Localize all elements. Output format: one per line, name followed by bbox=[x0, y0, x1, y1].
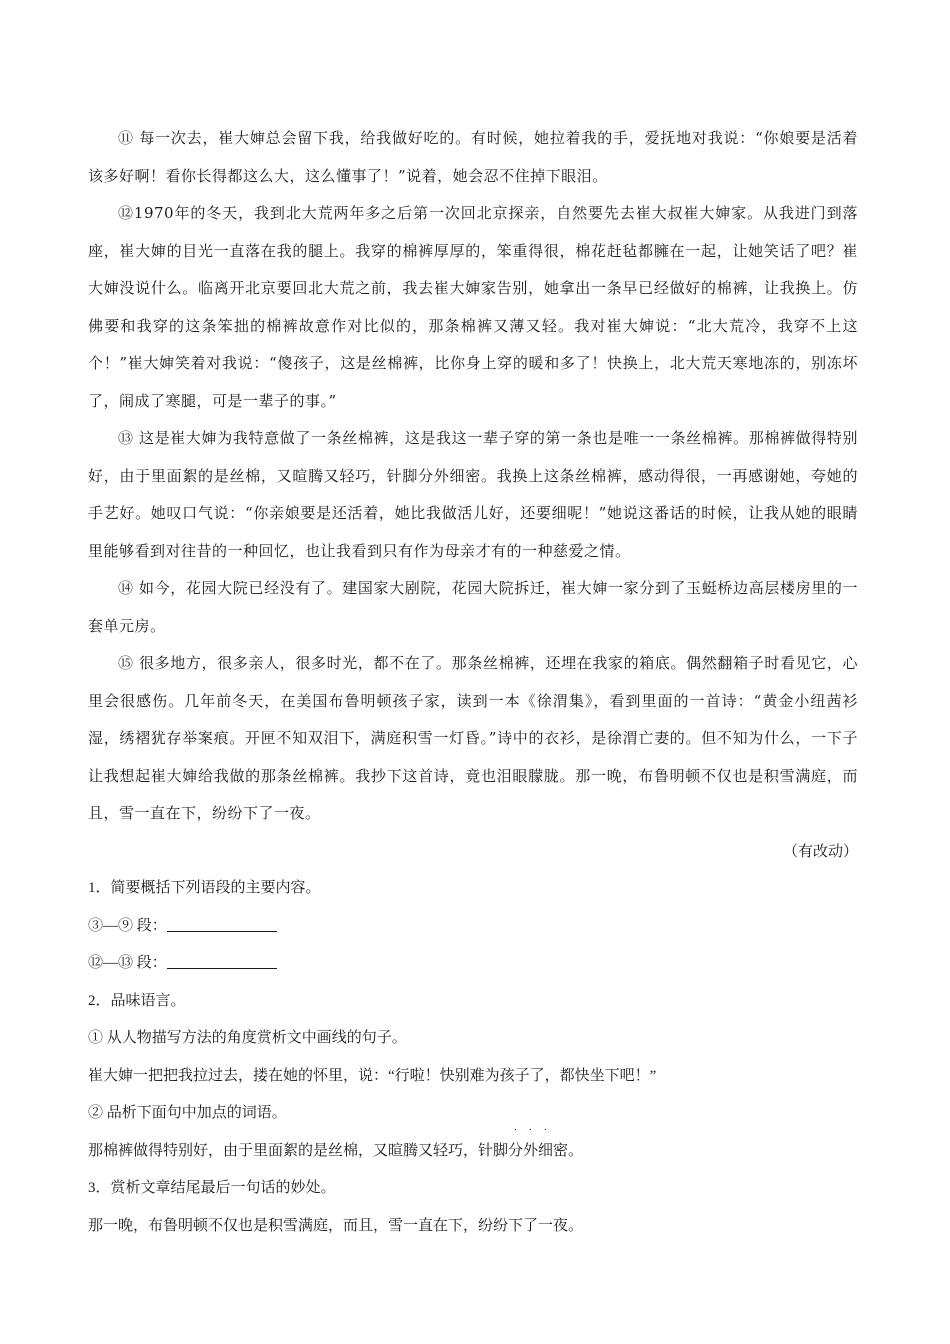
emphasized-text: 分外细 bbox=[508, 1142, 554, 1159]
quote-after: 密。 bbox=[553, 1142, 584, 1159]
question-2-title: 2．品味语言。 bbox=[88, 992, 186, 1009]
question-1-part-b-label: ⑫—⑬ 段： bbox=[88, 955, 167, 971]
question-1-title: 1．简要概括下列语段的主要内容。 bbox=[88, 880, 321, 896]
question-2-sub-1: ① 从人物描写方法的角度赏析文中画线的句子。 bbox=[88, 1030, 407, 1046]
question-3-title: 3．赏析文章结尾最后一句话的妙处。 bbox=[88, 1180, 336, 1196]
question-1-part-a bbox=[88, 908, 858, 946]
question-3-quote: 那一晚，布鲁明顿不仅也是积雪满庭，而且，雪一直在下，纷纷下了一夜。 bbox=[88, 1217, 584, 1234]
question-2-sub-2: ② 品析下面句中加点的词语。 bbox=[88, 1105, 287, 1121]
paragraph-13: ⑬ 这是崔大婶为我特意做了一条丝棉裤，这是我这一辈子穿的第一条也是唯一一条丝棉裤。那棉裤做得特别好，由于里面絮的是丝棉，又暄腾又轻巧，针脚分外细密。我换上这条丝棉裤，感动得很，一再感谢她，夸她的手艺好。她叹口气说：“你亲娘要是还活着，她比我做活儿好，还要细呢！”她说这番话的时候，让我从她的眼睛里能够看到对往昔的一种回忆，也让我看到只有作为母亲才有的一种慈爱之情。 bbox=[88, 429, 858, 560]
emphasized-words bbox=[508, 1123, 554, 1171]
answer-blank-a[interactable] bbox=[167, 916, 277, 932]
question-2-sub-2-quote bbox=[88, 1123, 858, 1171]
emphasis-dots: · · · bbox=[513, 1123, 548, 1136]
answer-blank-b[interactable] bbox=[167, 953, 277, 969]
adaptation-note: （有改动） bbox=[782, 841, 858, 860]
paragraph-12: ⑫1970年的冬天，我到北大荒两年多之后第一次回北京探亲，自然要先去崔大叔崔大婶家。从我进门到落座，崔大婶的目光一直落在我的腿上。我穿的棉裤厚厚的，笨重得很，棉花赶毡都臃在一起，让她笑话了吧？崔大婶没说什么。临离开北京要回北大荒之前，我去崔大婶家告别，她拿出一条早已经做好的棉裤，让我换上。仿佛要和我穿的这条笨拙的棉裤故意作对比似的，那条棉裤又薄又轻。我对崔大婶说：“北大荒冷，我穿不上这个！”崔大婶笑着对我说：“傻孩子，这是丝棉裤，比你身上穿的暖和多了！快换上，北大荒天寒地冻的，别冻坏了，闹成了寒腿，可是一辈子的事。” bbox=[88, 204, 858, 410]
paragraph-15: ⑮ 很多地方，很多亲人，很多时光，都不在了。那条丝棉裤，还埋在我家的箱底。偶然翻箱子时看见它，心里会很感伤。几年前冬天，在美国布鲁明顿孩子家，读到一本《徐渭集》，看到里面的一首诗：“黄金小纽茜衫湿，绣褶犹存举案痕。开匣不知双泪下，满庭积雪一灯昏。”诗中的衣衫，是徐渭亡妻的。但不知为什么，一下子让我想起崔大婶给我做的那条丝棉裤。我抄下这首诗，竟也泪眼朦胧。那一晚，布鲁明顿不仅也是积雪满庭，而且，雪一直在下，纷纷下了一夜。 bbox=[88, 654, 858, 822]
paragraph-11: ⑪ 每一次去，崔大婶总会留下我，给我做好吃的。有时候，她拉着我的手，爱抚地对我说：“你娘要是活着该多好啊！看你长得都这么大，这么懂事了！”说着，她会忍不住掉下眼泪。 bbox=[88, 129, 858, 185]
question-1-part-b bbox=[88, 945, 858, 983]
quote-before: 那棉裤做得特别好，由于里面絮的是丝棉，又暄腾又轻巧，针脚 bbox=[88, 1142, 509, 1159]
question-1-part-a-label: ③—⑨ 段： bbox=[88, 917, 167, 934]
document-page bbox=[88, 120, 858, 1245]
question-2-sub-1-quote: 崔大婶一把把我拉过去，搂在她的怀里，说：“行啦！快别难为孩子了，都快坐下吧！” bbox=[88, 1067, 657, 1084]
paragraph-14: ⑭ 如今，花园大院已经没有了。建国家大剧院，花园大院拆迁，崔大婶一家分到了玉蜓桥边高层楼房里的一套单元房。 bbox=[88, 579, 858, 635]
